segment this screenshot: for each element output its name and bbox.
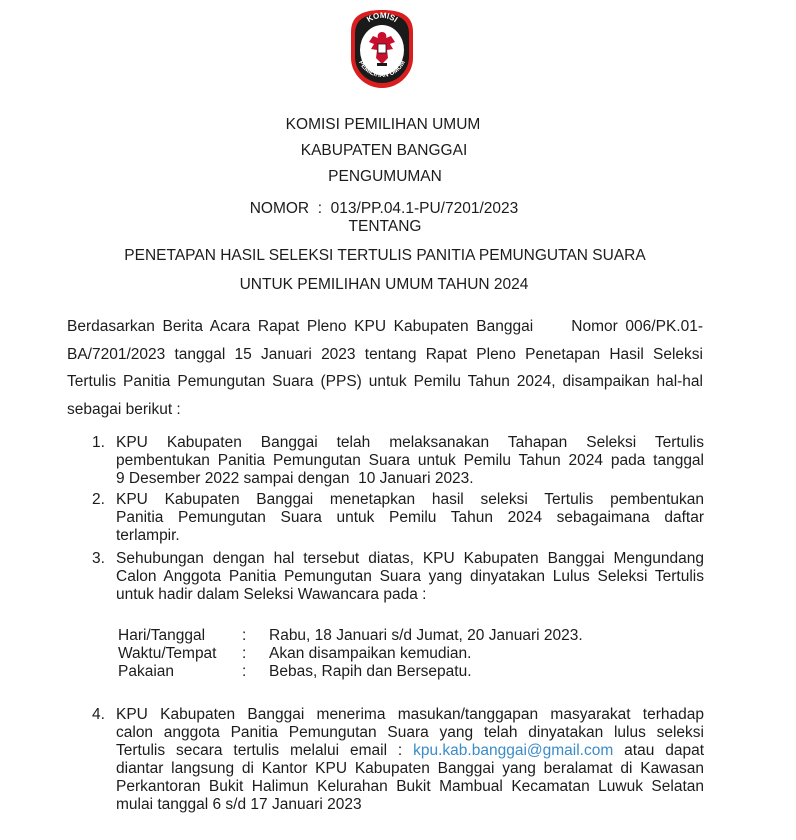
list-line-with-email — [116, 742, 704, 760]
intro-line: Berdasarkan Berita Acara Rapat Pleno KPU Kabupaten Banggai Nomor 006/PK.01- — [67, 318, 703, 335]
intro-line: Tertulis Panitia Pemungutan Suara (PPS) untuk Pemilu Tahun 2024, disampaikan hal-hal — [67, 373, 703, 390]
list-line: 9 Desember 2022 sampai dengan 10 Januari 2023. — [116, 470, 474, 487]
announcement-label: PENGUMUMAN — [328, 168, 442, 185]
schedule-value: Rabu, 18 Januari s/d Jumat, 20 Januari 2023. — [269, 627, 583, 644]
schedule-label: Waktu/Tempat — [118, 645, 217, 662]
list-line: mulai tanggal 6 s/d 17 Januari 2023 — [116, 796, 362, 813]
list-text — [116, 550, 704, 604]
list-line: untuk hadir dalam Seleksi Wawancara pada : — [116, 586, 427, 603]
email-suffix-text: atau dapat — [613, 742, 705, 759]
schedule-value: Akan disampaikan kemudian. — [269, 645, 472, 662]
list-line: Calon Anggota Panitia Pemungutan Suara yang dinyatakan Lulus Seleksi Tertulis — [116, 568, 704, 585]
intro-line: sebagai berikut : — [67, 400, 181, 418]
list-line: Panitia Pemungutan Suara untuk Pemilu Tahun 2024 sebagaimana daftar — [116, 509, 704, 526]
document-title-line2: UNTUK PEMILIHAN UMUM TAHUN 2024 — [239, 276, 529, 293]
list-line: Sehubungan dengan hal tersebut diatas, KPU Kabupaten Banggai Mengundang — [116, 550, 704, 567]
list-line: Perkantoran Bukit Halimun Kelurahan Bukit Mambual Kecamatan Luwuk Selatan — [116, 778, 704, 795]
list-line: terlampir. — [116, 527, 180, 544]
document-number: NOMOR : 013/PP.04.1-PU/7201/2023 — [249, 200, 519, 217]
schedule-colon: : — [242, 645, 247, 662]
list-line: KPU Kabupaten Banggai menerima masukan/tanggapan masyarakat terhadap — [116, 706, 704, 723]
email-prefix-text: Tertulis secara tertulis melalui email : — [116, 742, 414, 759]
list-number: 4. — [92, 706, 105, 723]
document-title-line1: PENETAPAN HASIL SELEKSI TERTULIS PANITIA PEMUNGUTAN SUARA — [124, 247, 646, 264]
list-line: pembentukan Panitia Pemungutan Suara untuk Pemilu Tahun 2024 pada tanggal — [116, 452, 704, 469]
schedule-colon: : — [242, 663, 247, 680]
list-text — [116, 706, 704, 814]
list-line: KPU Kabupaten Banggai menetapkan hasil seleksi Tertulis pembentukan — [116, 491, 704, 508]
logo-text-bottom: PEMILIHAN UMUM — [357, 59, 407, 80]
kpu-logo — [347, 8, 417, 90]
list-number: 2. — [92, 491, 105, 508]
list-text — [116, 434, 704, 488]
schedule-label: Hari/Tanggal — [118, 627, 206, 644]
list-number: 1. — [92, 434, 105, 451]
intro-paragraph — [67, 313, 703, 423]
email-link[interactable]: kpu.kab.banggai@gmail.com — [413, 742, 614, 759]
intro-line: BA/7201/2023 tanggal 15 Januari 2023 tentang Rapat Pleno Penetapan Hasil Seleksi — [67, 345, 703, 363]
list-line: KPU Kabupaten Banggai telah melaksanakan Tahapan Seleksi Tertulis — [116, 434, 704, 451]
tentang-label: TENTANG — [348, 218, 422, 235]
list-line: diantar langsung di Kantor KPU Kabupaten Banggai yang beralamat di Kawasan — [116, 760, 704, 777]
schedule-colon: : — [242, 627, 247, 644]
list-line: calon anggota Panitia Pemungutan Suara yang telah dinyatakan lulus seleksi — [116, 724, 704, 741]
logo-text-top: KOMISI — [365, 10, 400, 25]
regency-name: KABUPATEN BANGGAI — [300, 142, 468, 159]
list-text — [116, 491, 704, 545]
schedule-value: Bebas, Rapih dan Bersepatu. — [269, 663, 472, 680]
list-number: 3. — [92, 550, 105, 567]
schedule-label: Pakaian — [118, 663, 175, 680]
institution-name: KOMISI PEMILIHAN UMUM — [285, 116, 481, 133]
